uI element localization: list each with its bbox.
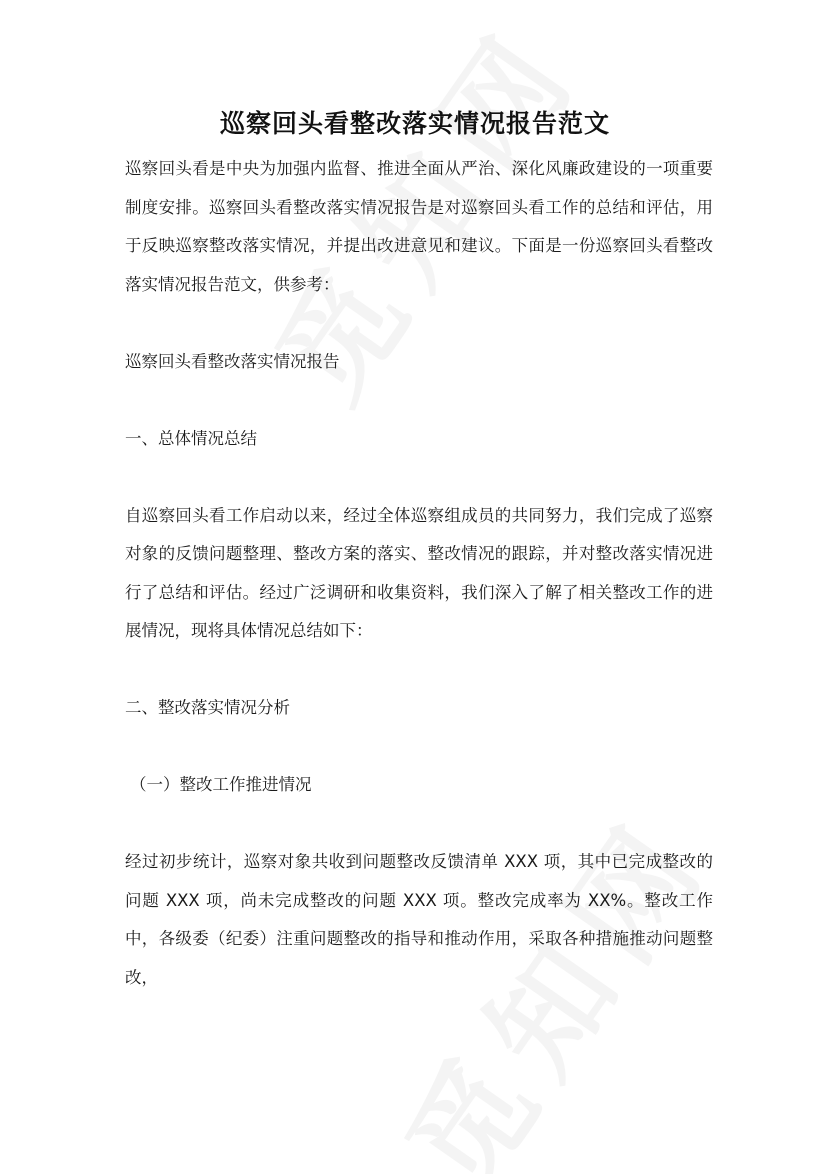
- report-title: 巡察回头看整改落实情况报告: [125, 351, 340, 371]
- section2-sub1-heading: （一）整改工作推进情况: [130, 775, 312, 794]
- spacer: [125, 728, 713, 767]
- document-title: 巡察回头看整改落实情况报告范文: [219, 109, 610, 138]
- spacer: [125, 304, 713, 343]
- spacer: [125, 805, 713, 844]
- section1-paragraph: 自巡察回头看工作启动以来，经过全体巡察组成员的共同努力，我们完成了巡察对象的反馈问题整理、整改方案的落实、整改情况的跟踪，并对整改落实情况进行了总结和评估。经过广泛调研和收集资料，我们深入了解了相关整改工作的进展情况，现将具体情况总结如下：: [125, 505, 713, 640]
- intro-paragraph: 巡察回头看是中央为加强内监督、推进全面从严治、深化风廉政建设的一项重要制度安排。巡察回头看整改落实情况报告是对巡察回头看工作的总结和评估，用于反映巡察整改落实情况，并提出改进意见和建议。下面是一份巡察回头看整改落实情况报告范文，供参考：: [125, 159, 713, 294]
- spacer: [125, 651, 713, 690]
- spacer: [125, 458, 713, 497]
- section2-heading: 二、整改落实情况分析: [125, 698, 290, 717]
- spacer: [125, 381, 713, 420]
- section1-heading: 一、总体情况总结: [125, 428, 257, 448]
- document-body: [125, 150, 713, 997]
- section2-sub1-paragraph: 经过初步统计，巡察对象共收到问题整改反馈清单 XXX 项，其中已完成整改的问题 XXX 项，尚未完成整改的问题 XXX 项。整改完成率为 XX%。整改工作中，各级委（纪委）注重问题整改的指导和推动作用，采取各种措施推动问题整改，: [125, 852, 713, 987]
